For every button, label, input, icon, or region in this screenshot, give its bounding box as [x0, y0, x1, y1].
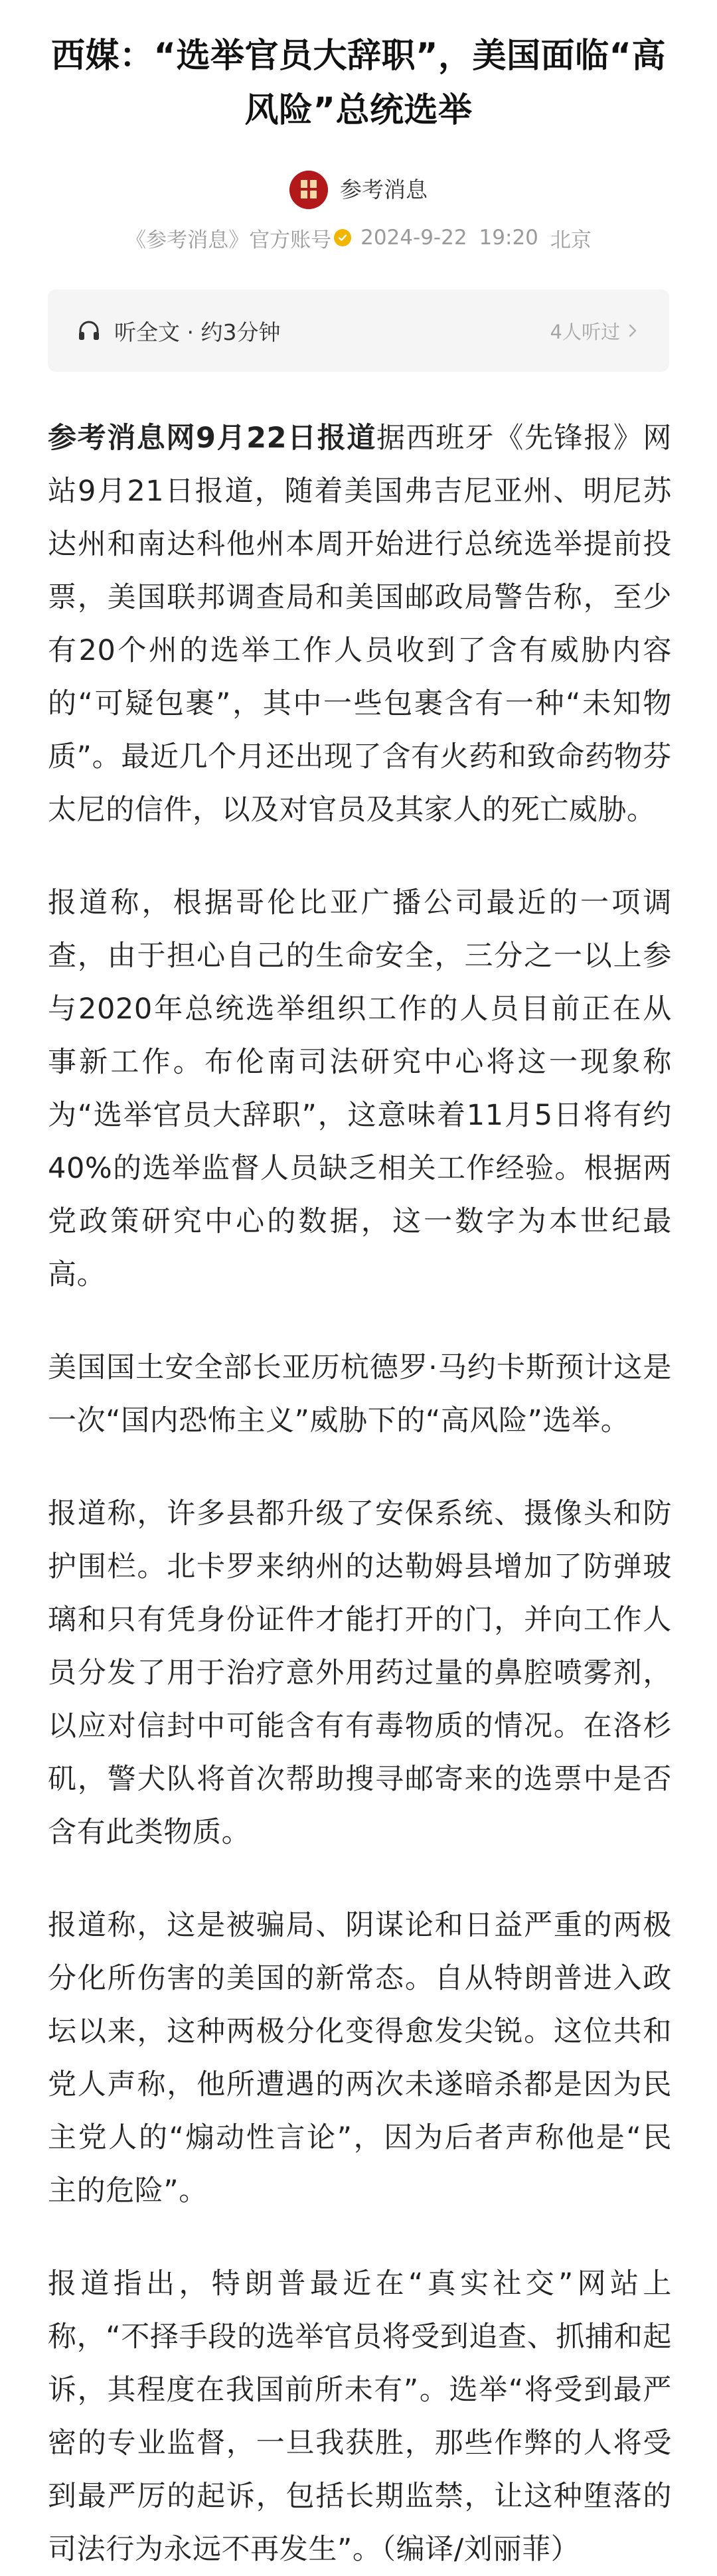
account-name[interactable]: 参考消息 — [340, 177, 428, 202]
paragraph-text: 报道称，许多县都升级了安保系统、摄像头和防护围栏。北卡罗来纳州的达勒姆县增加了防弹玻璃和只有凭身份证件才能打开的门，并向工作人员分发了用于治疗意外用药过量的鼻腔喷雾剂，以应对信封中可能含有有毒物质的情况。在洛杉矶，警犬队将首次帮助搜寻邮寄来的选票中是否含有此类物质。 — [48, 1497, 672, 1849]
meta-time: 19:20 — [479, 226, 538, 250]
verified-badge-icon — [334, 229, 351, 246]
article-paragraph — [48, 2257, 672, 2576]
article-title: 西媒：“选举官员大辞职”，美国面临“高风险”总统选举 — [50, 37, 667, 130]
cankao-xiaoxi-logo-icon[interactable] — [289, 171, 328, 209]
article-paragraph — [48, 1341, 672, 1447]
article-paragraph — [48, 412, 672, 837]
meta-date: 2024-9-22 — [360, 226, 467, 250]
paragraph-text: 美国国土安全部长亚历杭德罗·马约卡斯预计这是一次“国内恐怖主义”威胁下的“高风险”选举。 — [48, 1351, 672, 1437]
paragraph-text: 据西班牙《先锋报》网站9月21日报道，随着美国弗吉尼亚州、明尼苏达州和南达科他州本周开始进行总统选举提前投票，美国联邦调查局和美国邮政局警告称，至少有20个州的选举工作人员收到了含有威胁内容的“可疑包裹”，其中一些包裹含有一种“未知物质”。最近几个月还出现了含有火药和致命药物芬太尼的信件，以及对官员及其家人的死亡威胁。 — [48, 422, 672, 827]
article-meta — [0, 219, 717, 256]
meta-location: 北京 — [550, 228, 592, 252]
chevron-right-icon — [628, 323, 637, 339]
article-paragraph — [48, 1487, 672, 1859]
account-row[interactable] — [0, 169, 717, 211]
paragraph-text: 报道指出，特朗普最近在“真实社交”网站上称，“不择手段的选举官员将受到追查、抓捕和起诉，其程度在我国前所未有”。选举“将受到最严密的专业监督，一旦我获胜，那些作弊的人将受到最严厉的起诉，包括长期监禁，让这种堕落的司法行为永远不再发生”。（编译/刘丽菲） — [48, 2267, 672, 2566]
paragraph-text: 报道称，根据哥伦比亚广播公司最近的一项调查，由于担心自己的生命安全，三分之一以上参与2020年总统选举组织工作的人员目前正在从事新工作。布伦南司法研究中心将这一现象称为“选举官员大辞职”，这意味着11月5日将有约40%的选举监督人员缺乏相关工作经验。根据两党政策研究中心的数据，这一数字为本世纪最高。 — [48, 886, 672, 1291]
lead-dateline: 参考消息网9月22日报道 — [48, 422, 376, 455]
listen-full-text-button[interactable] — [48, 289, 669, 372]
listener-count — [550, 289, 637, 372]
article-body — [48, 412, 672, 2576]
headphones-icon — [77, 319, 101, 343]
paragraph-text: 报道称，这是被骗局、阴谋论和日益严重的两极分化所伤害的美国的新常态。自从特朗普进入政坛以来，这种两极分化变得愈发尖锐。这位共和党人声称，他所遭遇的两次未遂暗杀都是因为民主党人的“煽动性言论”，因为后者声称他是“民主的危险”。 — [48, 1909, 672, 2208]
article-paragraph — [48, 1899, 672, 2217]
article-paragraph — [48, 876, 672, 1301]
meta-source: 《参考消息》官方账号 — [125, 228, 332, 252]
listen-label: 听全文 · 约3分钟 — [114, 319, 281, 345]
listener-count-text: 4人听过 — [550, 320, 620, 343]
